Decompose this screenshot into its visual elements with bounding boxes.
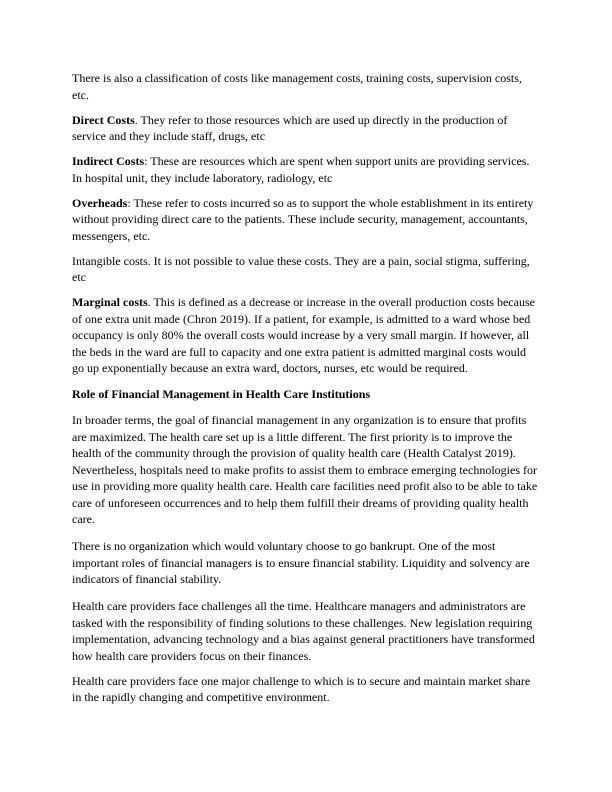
paragraph-marginal-costs bbox=[72, 294, 540, 377]
paragraph-broader-terms: In broader terms, the goal of financial management in any organization is to ensure that profits are maximized. The health care set up is a little different. The first priority is to improve the health of the community through the provision of quality health care (Health Catalyst 2019). Nevertheless, hospitals need to make profits to assist them to embrace emerging technologies for use in providing more quality health care. Health care facilities need profit also to be able to take care of unforeseen occurrences and to help them fulfill their dreams of providing quality health care. bbox=[72, 413, 538, 527]
paragraph-direct-costs bbox=[72, 112, 540, 145]
paragraph-indirect-costs bbox=[72, 153, 540, 186]
definition-marginal-costs: . This is defined as a decrease or increase in the overall production costs because of one extra unit made (Chron 2019). If a patient, for example, is admitted to a ward whose bed occupancy is only 80% the overall costs would increase by a very small margin. If however, all the beds in the ward are full to capacity and one extra patient is admitted marginal costs would go up exponentially because an extra ward, doctors, nurses, etc would be required. bbox=[72, 295, 535, 376]
definition-direct-costs: . They refer to those resources which are used up directly in the production of service and they include staff, drugs, etc bbox=[72, 112, 508, 144]
document-page bbox=[72, 70, 540, 714]
definition-indirect-costs: : These are resources which are spent when support units are providing services. In hospital unit, they include laboratory, radiology, etc bbox=[72, 154, 530, 185]
term-direct-costs: Direct Costs bbox=[72, 112, 135, 127]
term-marginal-costs: Marginal costs bbox=[72, 295, 148, 310]
paragraph-classification: There is also a classification of costs like management costs, training costs, supervision costs, etc. bbox=[72, 71, 522, 102]
paragraph-market-share: Health care providers face one major challenge to which is to secure and maintain market share in the rapidly changing and competitive environment. bbox=[72, 673, 531, 705]
term-indirect-costs: Indirect Costs bbox=[72, 154, 145, 169]
term-overheads: Overheads bbox=[72, 195, 128, 210]
paragraph-challenges: Health care providers face challenges all the time. Healthcare managers and administrators are tasked with the responsibility of finding solutions to these challenges. New legislation requiring implementation, advancing technology and a bias against general practitioners have transformed how health care providers focus on their finances. bbox=[72, 599, 535, 663]
paragraph-intangible-costs: Intangible costs. It is not possible to value these costs. They are a pain, social stigma, suffering, etc bbox=[72, 253, 530, 285]
paragraph-bankrupt: There is no organization which would voluntary choose to go bankrupt. One of the most important roles of financial managers is to ensure financial stability. Liquidity and solvency are indicators of financial stability. bbox=[72, 539, 530, 587]
paragraph-overheads bbox=[72, 195, 540, 245]
definition-overheads: : These refer to costs incurred so as to support the whole establishment in its entirety without providing direct care to the patients. These include security, management, accountants, messengers, etc. bbox=[72, 195, 534, 243]
section-heading: Role of Financial Management in Health Care Institutions bbox=[72, 386, 371, 401]
